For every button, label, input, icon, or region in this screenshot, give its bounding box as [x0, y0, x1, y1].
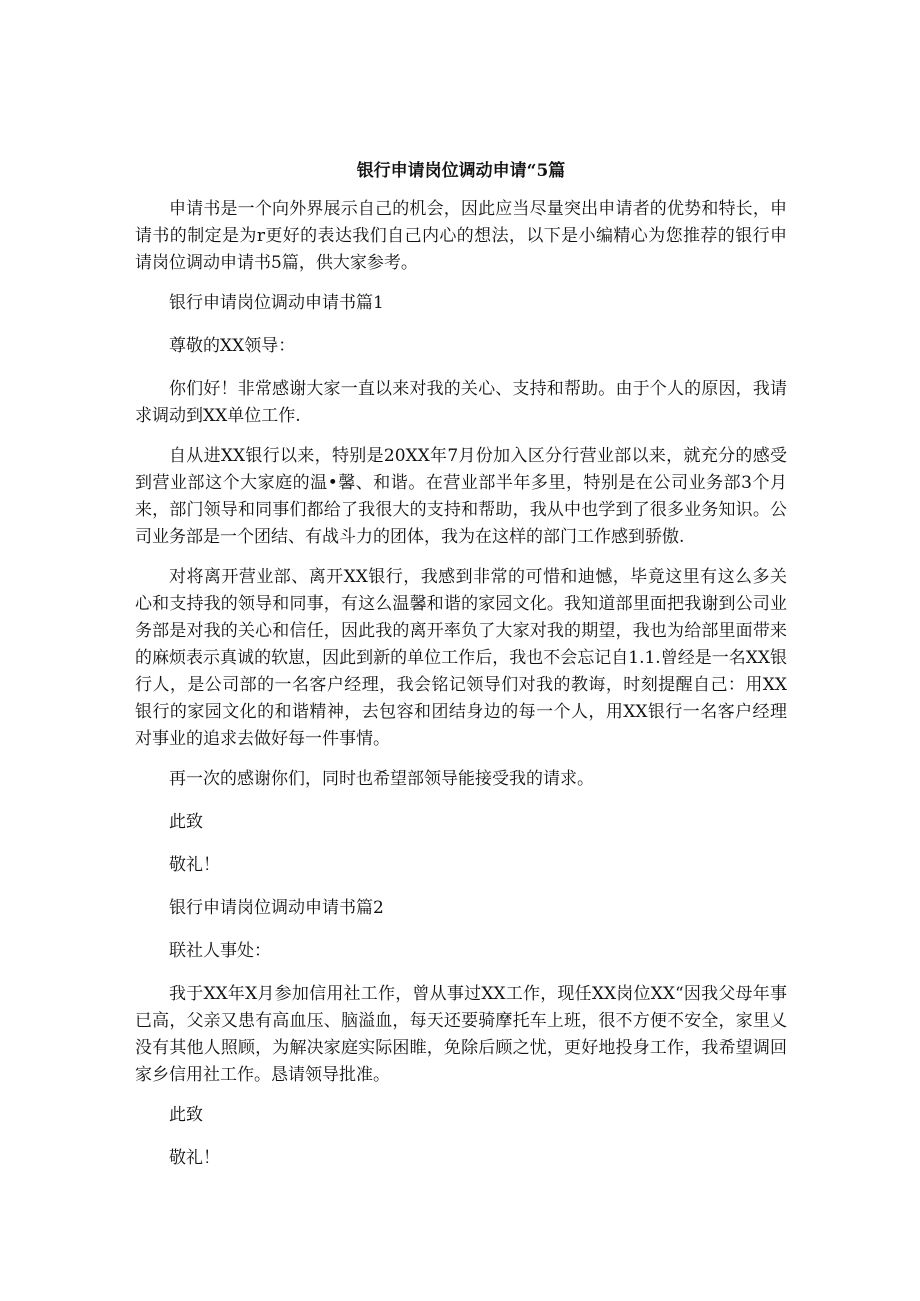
letter1-salutation: 尊敬的XX领导： [169, 336, 296, 356]
letter2-salutation: 联社人事处： [169, 941, 271, 961]
letter1-heading: 银行申请岗位调动申请书篇1 [169, 293, 384, 313]
letter2-heading: 银行申请岗位调动申请书篇2 [169, 898, 384, 918]
letter1-paragraph-3: 对将离开营业部、离开XX银行，我感到非常的可惜和迪憾，毕竟这里有这么多关心和支持我的领导和同事，有这么温馨和谐的家园文化。我知道部里面把我谢到公司业务部是对我的关心和信任，因此我的离开率负了大家对我的期望，我也为给部里面带来的麻烦表示真诚的软崽，因此到新的单位工作后，我也不会忘记自1.1.曾经是一名XX银行人，是公司部的一名客户经理，我会铭记领导们对我的教诲，时刻提醒自己：用XX银行的家园文化的和谐精神，去包容和团结身边的每一个人，用XX银行一名客户经理对事业的追求去做好每一件事情。 [135, 567, 787, 749]
document-page [135, 158, 787, 1188]
letter2-closing-2: 敬礼！ [169, 1148, 220, 1168]
letter1-paragraph-2: 自从进XX银行以来，特别是20XX年7月份加入区分行营业部以来，就充分的感受到营业部这个大家庭的温•馨、和谐。在营业部半年多里，特别是在公司业务部3个月来，部门领导和同事们都给了我很大的支持和帮助，我从中也学到了很多业务知识。公司业务部是一个团结、有战斗力的团体，我为在这样的部门工作感到骄傲. [135, 446, 787, 547]
document-title: 银行申请岗位调动申请“5篇 [356, 161, 566, 181]
letter1-closing-1: 此致 [169, 812, 203, 832]
letter1-paragraph-4: 再一次的感谢你们，同时也希望部领导能接受我的请求。 [169, 769, 594, 789]
letter1-closing-2: 敬礼！ [169, 855, 220, 875]
letter2-closing-1: 此致 [169, 1105, 203, 1125]
intro-paragraph: 申请书是一个向外界展示自己的机会，因此应当尽量突出申请者的优势和特长，申请书的制定是为r更好的表达我们自己内心的想法，以下是小编精心为您推荐的银行申请岗位调动申请书5篇，供大家参考。 [135, 199, 787, 273]
letter1-paragraph-1: 你们好！非常感谢大家一直以来对我的关心、支持和帮助。由于个人的原因，我请求调动到XX单位工作. [135, 379, 787, 426]
letter2-paragraph-1: 我于XX年X月参加信用社工作，曾从事过XX工作，现任XX岗位XX“因我父母年事已高，父亲又患有高血压、脑溢血，每天还要骑摩托车上班，很不方便不安全，家里乂没有其他人照顾，为解决家庭实际困睢，免除后顾之忧，更好地投身工作，我希望调回家乡信用社工作。恳请领导批准。 [135, 984, 787, 1085]
